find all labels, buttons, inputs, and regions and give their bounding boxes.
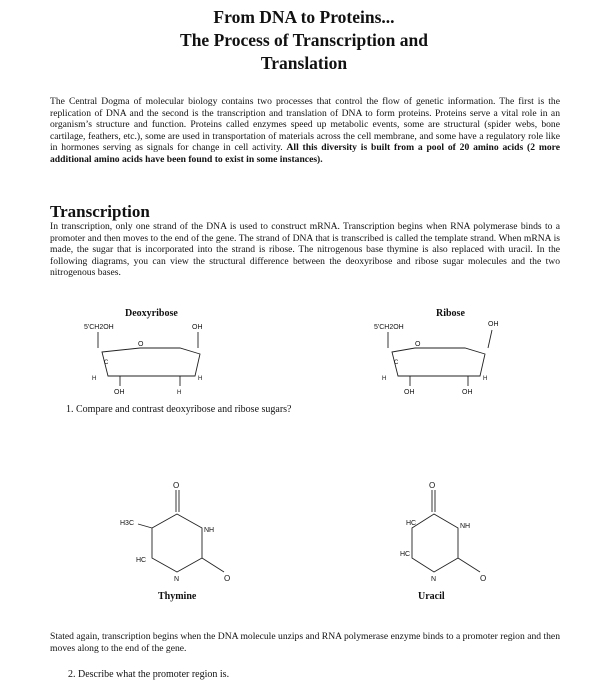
uracil-diagram (400, 480, 520, 590)
deoxy-bottom-h: H (177, 390, 182, 396)
uracil-nh-label: NH (460, 523, 471, 530)
uracil-o-top: O (429, 481, 436, 490)
ribose-ch2oh-label: 5'CH2OH (374, 324, 404, 331)
ribose-h-right: H (483, 376, 488, 382)
deoxy-h-left: H (92, 376, 97, 382)
intro-bold-text: All this diversity is built from a pool of 20 amino acids (2 more additional amino acids have been found to exist in some instances). (50, 142, 560, 165)
transcription-heading: Transcription (50, 202, 150, 221)
intro-text: The Central Dogma of molecular biology contains two processes that control the flow of genetic information. The first is the replication of DNA and the second is the transcription and translation of DNA to form proteins. Proteins serve a vital role in an organism’s structure and function. Proteins called enzymes speed up metabolic events, some are structural (spider webs, bone cartilage, feathers, etc.), some are used in transportation of materials across the cell membrane, and some have a regulatory role like in hormones serving as signals for change in cell activity. (50, 96, 560, 154)
thymine-label: Thymine (158, 591, 197, 602)
deoxyribose-label: Deoxyribose (125, 308, 178, 319)
deoxy-oh-label: OH (192, 324, 203, 331)
uracil-o-right: O (480, 574, 487, 583)
ribose-h-left: H (382, 376, 387, 382)
uracil-n-label: N (431, 576, 437, 583)
deoxy-o-label: O (138, 341, 144, 348)
uracil-hc-bottom: HC (400, 551, 411, 558)
title-line-3: Translation (260, 53, 348, 73)
thymine-nh-label: NH (204, 527, 215, 534)
title-line-2: The Process of Transcription and (180, 30, 428, 50)
transcription-paragraph: In transcription, only one strand of the DNA is used to construct mRNA. Transcription begins when RNA polymerase binds to a promoter and then moves to the end of the gene. The strand of DNA that is transcribed is called the template strand. When mRNA is made, the sugar that is incorporated into the strand is ribose. The nitrogenous base thymine is also replaced with uracil. In the following diagrams, you can view the structural difference between the deoxyribose and ribose sugar molecules and the two nitrogenous bases. (50, 221, 560, 279)
thymine-diagram (120, 480, 240, 590)
ribose-diagram (370, 318, 520, 398)
ribose-bottom-oh-right: OH (462, 389, 473, 396)
ribose-oh-label: OH (488, 321, 499, 328)
ribose-bottom-oh-left: OH (404, 389, 415, 396)
title-line-1: From DNA to Proteins... (213, 7, 395, 27)
deoxy-h-right: H (198, 376, 203, 382)
thymine-h3c-label: H3C (120, 520, 135, 527)
ribose-c-label: C (394, 360, 399, 366)
question-2: 2. Describe what the promoter region is. (68, 669, 230, 680)
ribose-o-label: O (415, 341, 421, 348)
question-1: 1. Compare and contrast deoxyribose and ribose sugars? (66, 404, 292, 415)
deoxy-bottom-oh: OH (114, 389, 125, 396)
thymine-n-label: N (174, 576, 180, 583)
deoxyribose-diagram (80, 318, 230, 398)
deoxy-c-label: C (104, 360, 109, 366)
uracil-hc-top: HC (406, 520, 417, 527)
page-title (0, 6, 608, 75)
uracil-label: Uracil (418, 591, 445, 602)
intro-paragraph (50, 96, 560, 166)
closing-paragraph: Stated again, transcription begins when the DNA molecule unzips and RNA polymerase enzyme binds to a promoter region and then moves along to the end of the gene. (50, 631, 560, 654)
thymine-hc-label: HC (136, 557, 147, 564)
deoxy-ch2oh-label: 5'CH2OH (84, 324, 114, 331)
ribose-label: Ribose (436, 308, 465, 319)
thymine-o-right: O (224, 574, 231, 583)
thymine-o-top: O (173, 481, 180, 490)
